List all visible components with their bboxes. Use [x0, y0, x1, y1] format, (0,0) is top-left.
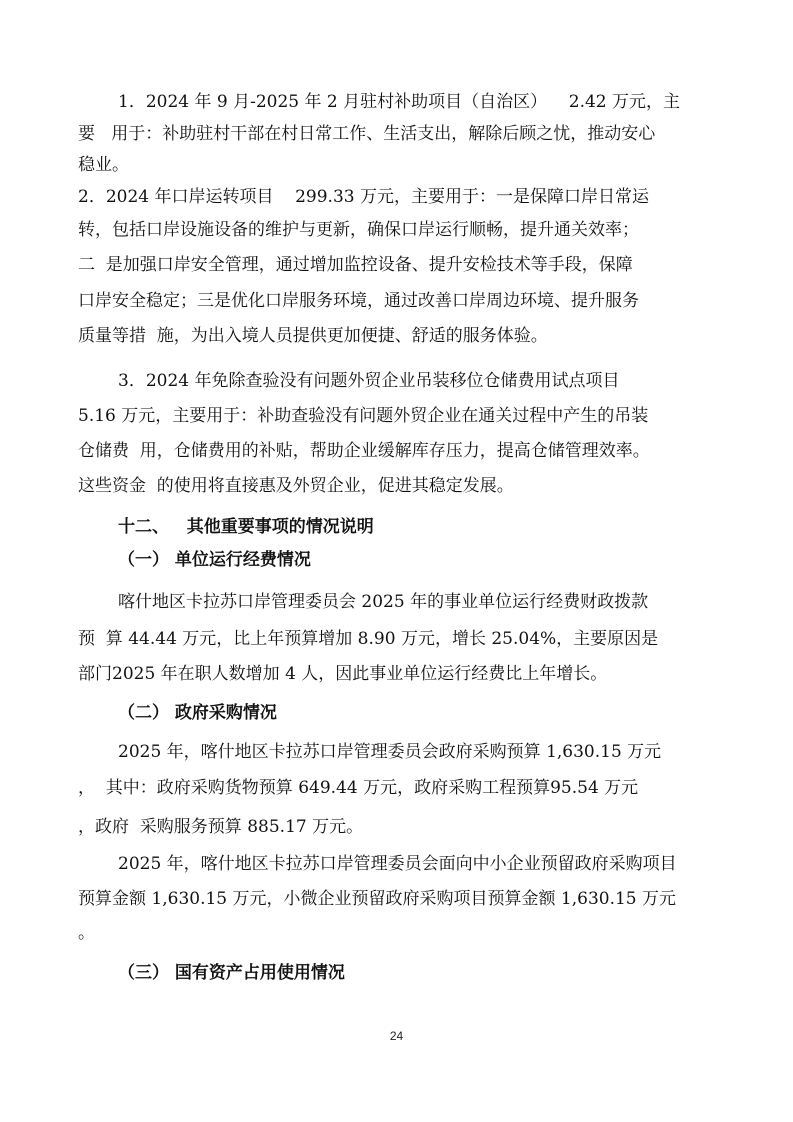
text-line: 5.16 万元，主要用于：补助查验没有问题外贸企业在通关过程中产生的吊装 [78, 406, 649, 426]
text-line: 预 算 44.44 万元，比上年预算增加 8.90 万元，增长 25.04%，主要原因是 [78, 629, 659, 649]
text-line: 部门2025 年在职人数增加 4 人，因此事业单位运行经费比上年增长。 [78, 664, 608, 684]
text-line: 。 [78, 923, 95, 943]
text-line: 2．2024 年口岸运转项目 299.33 万元，主要用于：一是保障口岸日常运 [78, 187, 649, 207]
text-line: ，政府 采购服务预算 885.17 万元。 [78, 817, 364, 837]
text-line: 喀什地区卡拉苏口岸管理委员会 2025 年的事业单位运行经费财政拨款 [118, 592, 649, 612]
text-line: 要 用于：补助驻村干部在村日常工作、生活支出，解除后顾之忧，推动安心 [78, 124, 656, 144]
subsection-heading: （一） 单位运行经费情况 [118, 550, 311, 570]
subsection-heading: （二） 政府采购情况 [118, 703, 277, 723]
text-line: 2025 年，喀什地区卡拉苏口岸管理委员会面向中小企业预留政府采购项目 [118, 854, 677, 874]
text-line: 这些资金 的使用将直接惠及外贸企业，促进其稳定发展。 [78, 476, 514, 496]
page-number: 24 [389, 1029, 404, 1043]
text-line: 预算金额 1,630.15 万元，小微企业预留政府采购项目预算金额 1,630.15 万元 [78, 889, 677, 909]
text-line: 稳业。 [78, 155, 129, 175]
text-line: 转，包括口岸设施设备的维护与更新，确保口岸运行顺畅，提升通关效率； [78, 220, 639, 240]
text-line: ， 其中：政府采购货物预算 649.44 万元，政府采购工程预算95.54 万元 [78, 778, 639, 798]
section-heading: 十二、 其他重要事项的情况说明 [118, 517, 374, 537]
text-line: 3．2024 年免除查验没有问题外贸企业吊装移位仓储费用试点项目 [118, 371, 620, 391]
text-line: 1．2024 年 9 月-2025 年 2 月驻村补助项目（自治区） 2.42 万元，主 [118, 92, 681, 112]
text-line: 质量等措 施，为出入境人员提供更加便捷、舒适的服务体验。 [78, 326, 548, 346]
text-line: 2025 年，喀什地区卡拉苏口岸管理委员会政府采购预算 1,630.15 万元 [118, 742, 662, 762]
text-line: 仓储费 用，仓储费用的补贴，帮助企业缓解库存压力，提高仓储管理效率。 [78, 441, 650, 461]
subsection-heading: （三） 国有资产占用使用情况 [118, 963, 345, 983]
text-line: 二 是加强口岸安全管理，通过增加监控设备、提升安检技术等手段，保障 [78, 255, 633, 275]
text-line: 口岸安全稳定；三是优化口岸服务环境，通过改善口岸周边环境、提升服务 [78, 291, 639, 311]
